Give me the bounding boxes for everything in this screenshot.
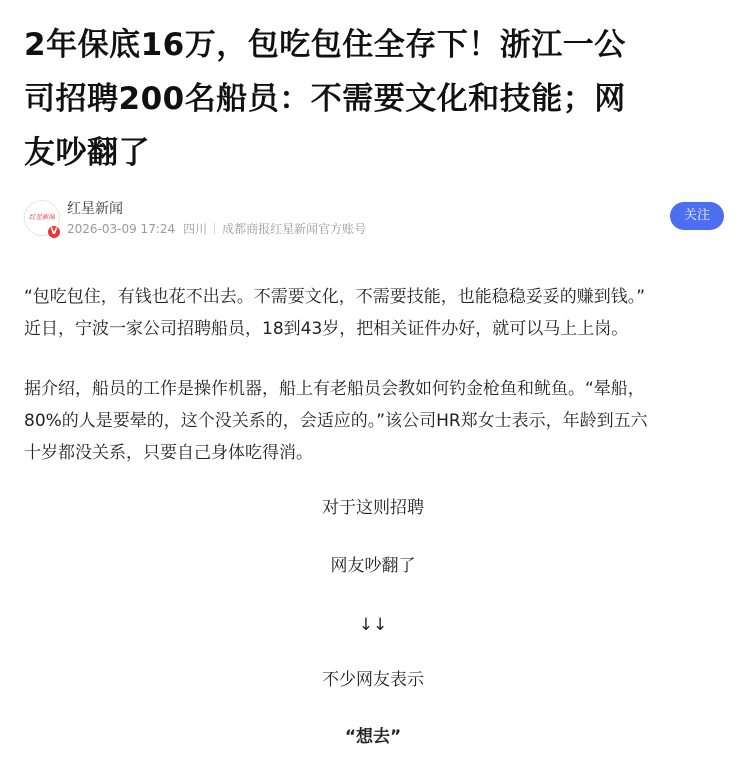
article-meta bbox=[67, 221, 366, 237]
paragraph-line: 十岁都没关系，只要自己身体吃得消。 bbox=[24, 443, 313, 463]
centered-text: 对于这则招聘 bbox=[322, 498, 424, 518]
down-arrows-icon: ↓↓ bbox=[358, 615, 388, 635]
paragraph-line: 近日，宁波一家公司招聘船员，18到43岁，把相关证件办好，就可以马上上岗。 bbox=[24, 319, 629, 339]
byline bbox=[24, 196, 724, 242]
paragraph-line: 80%的人是要晕的，这个没关系的，会适应的。”该公司HR郑女士表示，年龄到五六 bbox=[24, 411, 648, 431]
paragraph-line: “包吃包住，有钱也花不出去。不需要文化，不需要技能，也能稳稳妥妥的赚到钱。” bbox=[24, 287, 646, 307]
centered-emphasis: “想去” bbox=[344, 727, 402, 747]
meta-divider bbox=[214, 223, 215, 234]
publish-datetime: 2026-03-09 17:24 bbox=[67, 222, 176, 236]
headline-line: 司招聘200名船员：不需要文化和技能；网 bbox=[24, 81, 626, 117]
centered-text: 不少网友表示 bbox=[322, 670, 424, 690]
centered-text: 网友吵翻了 bbox=[330, 556, 416, 576]
author-avatar[interactable] bbox=[24, 200, 60, 236]
author-name[interactable]: 红星新闻 bbox=[67, 201, 123, 217]
author-source: 成都商报红星新闻官方账号 bbox=[222, 222, 367, 236]
verified-badge-icon: V bbox=[47, 225, 61, 239]
follow-button[interactable]: 关注 bbox=[670, 202, 724, 230]
red-star-news-logo bbox=[29, 209, 55, 223]
article-headline bbox=[24, 18, 724, 180]
logo-text: 红星新闻 bbox=[29, 213, 55, 221]
paragraph-line: 据介绍，船员的工作是操作机器，船上有老船员会教如何钓金枪鱼和鱿鱼。“晕船， bbox=[24, 379, 645, 399]
body-paragraph bbox=[24, 281, 728, 345]
body-paragraph bbox=[24, 373, 728, 469]
publish-location: 四川 bbox=[183, 222, 208, 236]
headline-line: 友吵翻了 bbox=[24, 135, 150, 171]
headline-line: 2年保底16万，包吃包住全存下！浙江一公 bbox=[24, 27, 626, 63]
